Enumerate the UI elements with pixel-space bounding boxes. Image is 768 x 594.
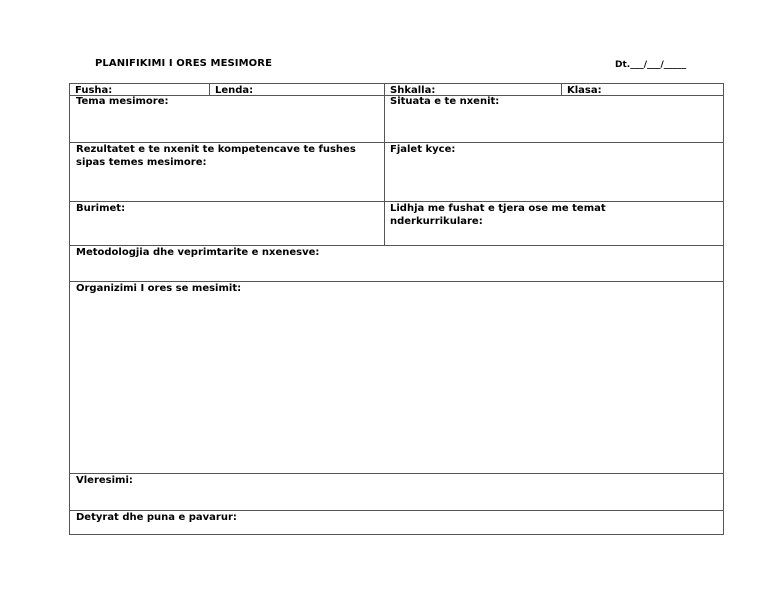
klasa-field[interactable]: Klasa: [567,85,602,96]
detyrat-field[interactable]: Detyrat dhe puna e pavarur: [76,512,237,523]
metodologjia-field[interactable]: Metodologjia dhe veprimtarite e nxenesve: [76,247,320,258]
fusha-field[interactable]: Fusha: [75,85,113,96]
fjalet-kyce-field[interactable]: Fjalet kyce: [390,144,456,155]
burimet-field[interactable]: Burimet: [76,203,126,214]
tema-mesimore-field[interactable]: Tema mesimore: [76,96,169,107]
date-field[interactable]: Dt.___/___/_____ [615,60,687,70]
organizimi-field[interactable]: Organizimi I ores se mesimit: [76,283,242,294]
lesson-plan-form [69,83,724,535]
rezultatet-field[interactable]: Rezultatet e te nxenit te kompetencave te fushes sipas temes mesimore: [76,144,356,168]
shkalla-field[interactable]: Shkalla: [390,85,436,96]
situata-field[interactable]: Situata e te nxenit: [390,96,500,107]
vleresimi-field[interactable]: Vleresimi: [76,475,133,486]
lenda-field[interactable]: Lenda: [215,85,254,96]
page-title: PLANIFIKIMI I ORES MESIMORE [95,58,273,69]
lidhja-field[interactable]: Lidhja me fushat e tjera ose me temat nderkurrikulare: [390,203,606,227]
